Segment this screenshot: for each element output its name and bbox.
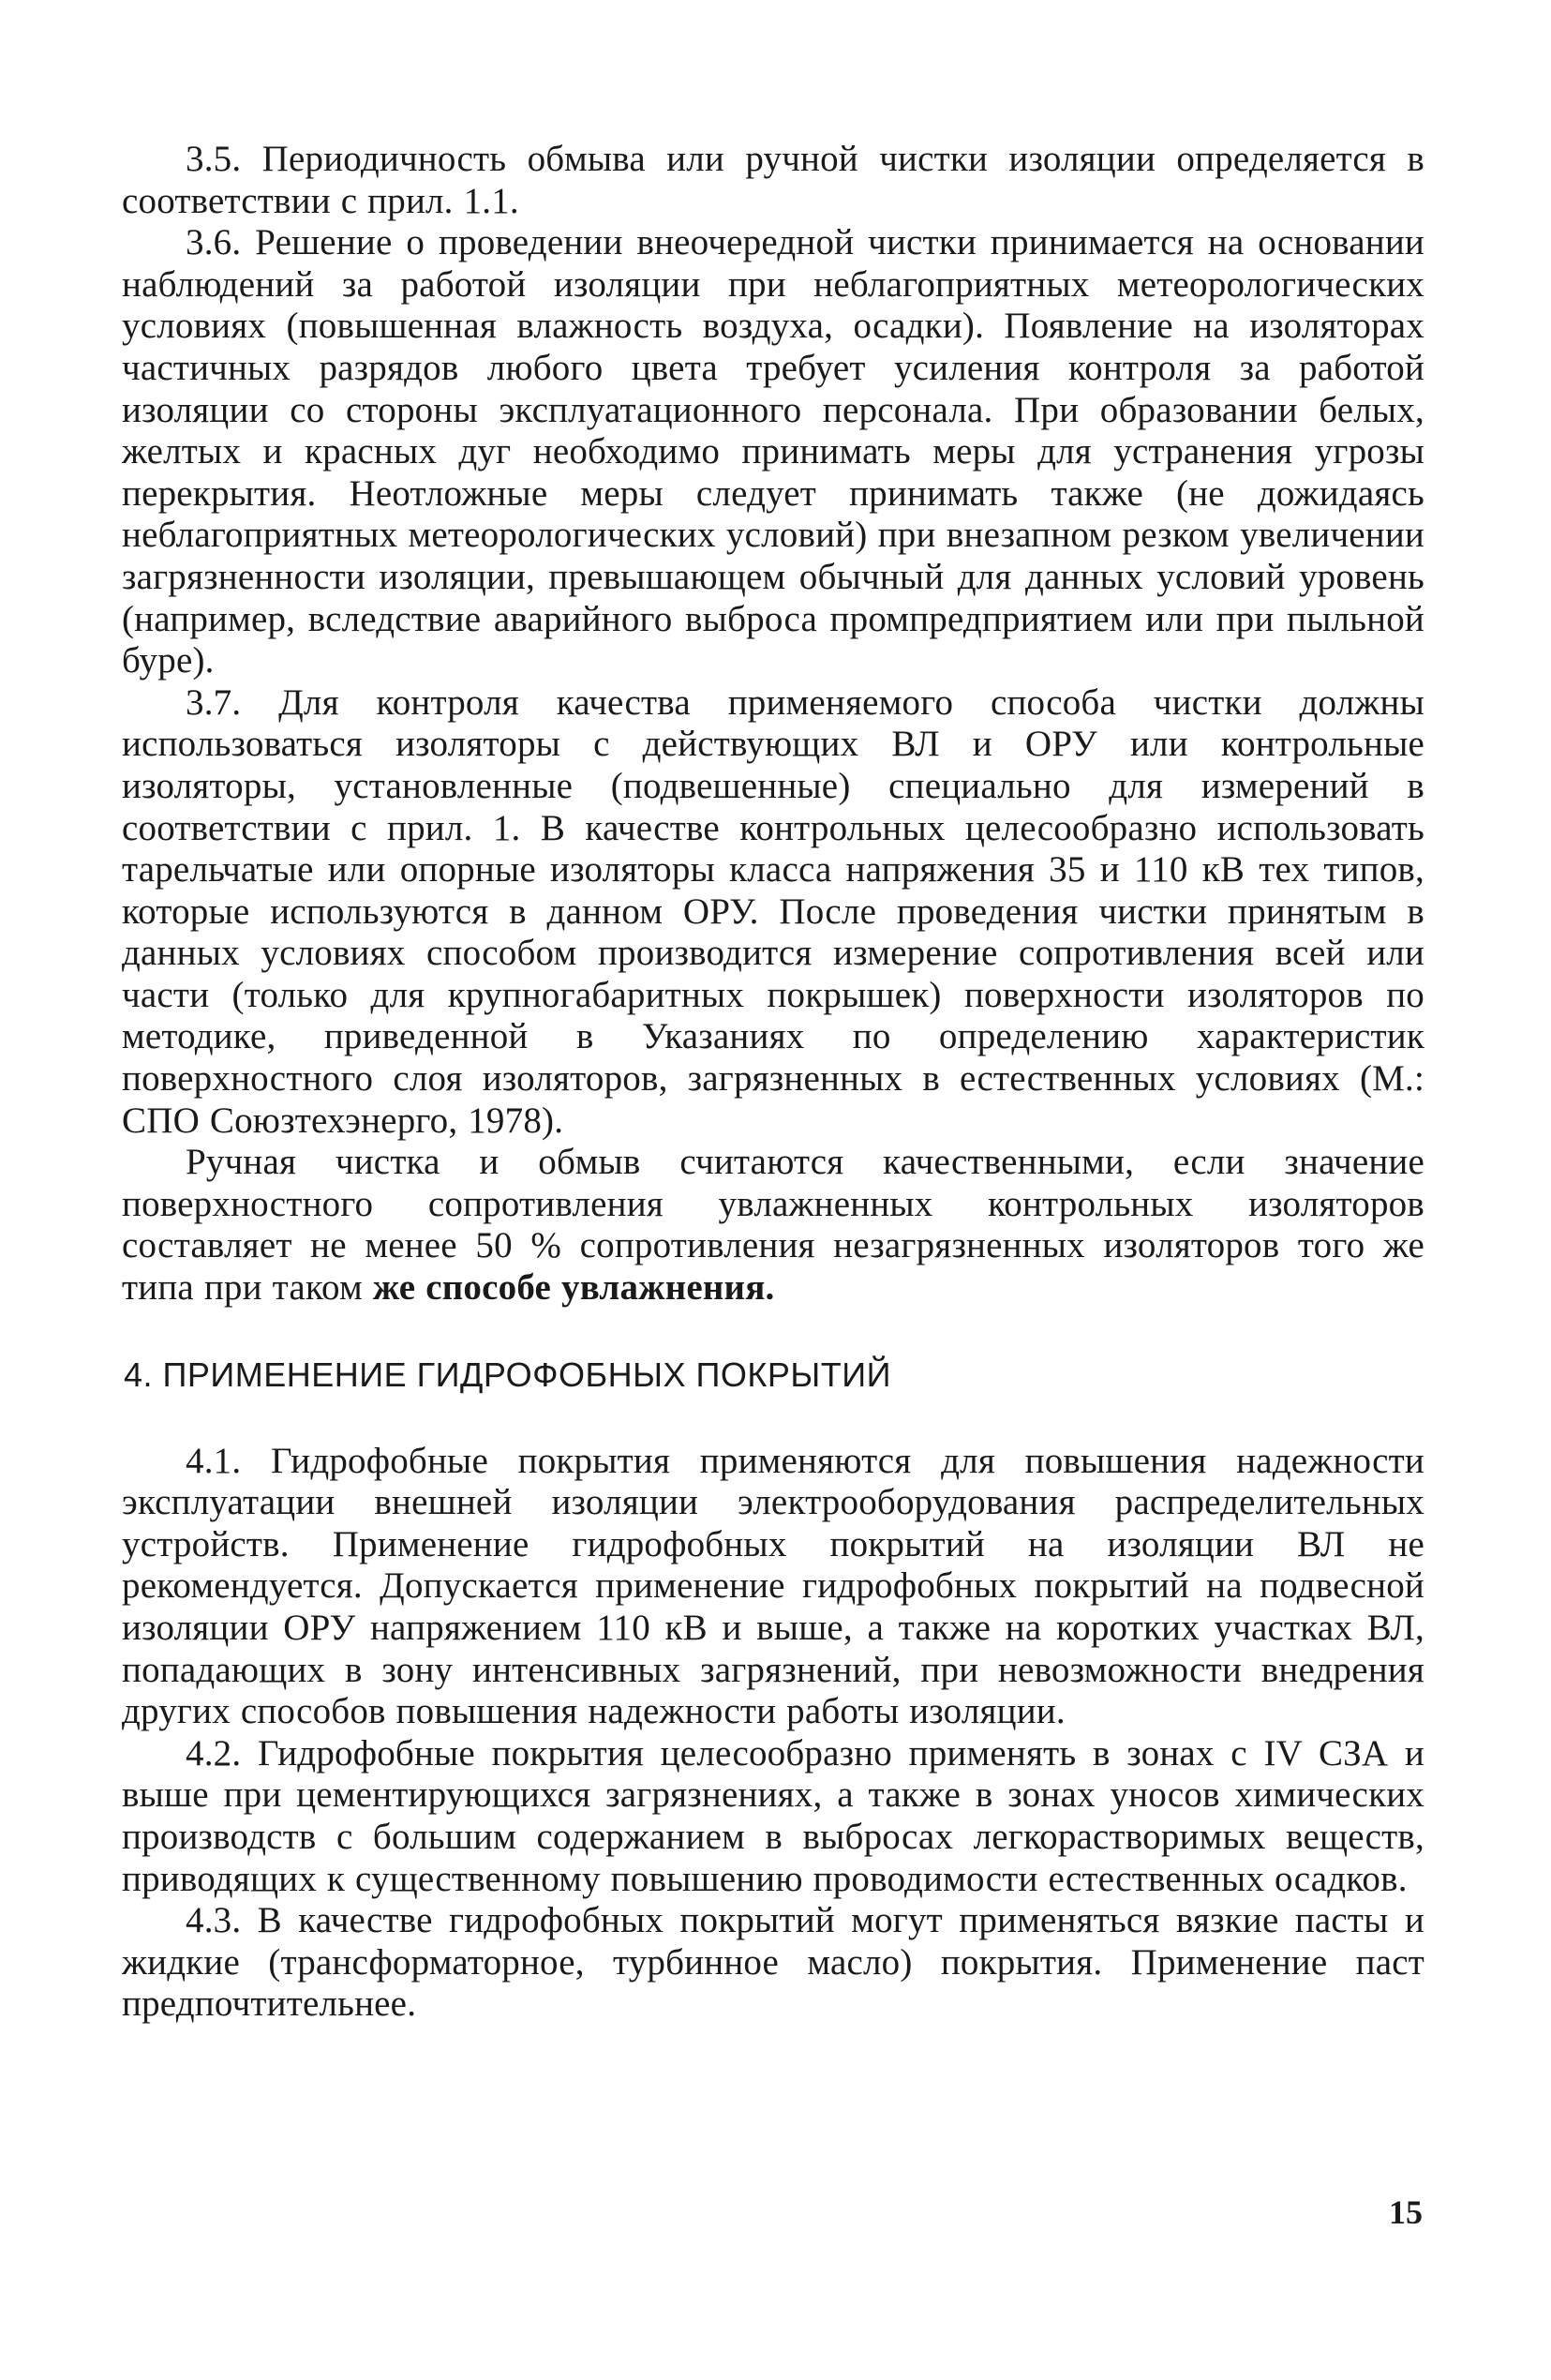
- paragraph-4-3: 4.3. В качестве гидрофобных покрытий могут применяться вязкие пасты и жидкие (трансформаторное, турбинное масло) покрытия. Применение паст предпочтительнее.: [122, 1900, 1424, 2025]
- paragraph-3-7-quality-text: Ручная чистка и обмыв считаются качественными, если значение поверхностного сопротивления увлажненных контрольных изоляторов составляет не менее 50 % сопротивления незагрязненных изоляторов того же типа при таком: [122, 1142, 1424, 1309]
- document-page: [122, 139, 1424, 2026]
- paragraph-4-1: 4.1. Гидрофобные покрытия применяются для повышения надежности эксплуатации внешней изоляции электрооборудования распределительных устройств. Применение гидрофобных покрытий на изоляции ВЛ не рекомендуется. Допускается применение гидрофобных покрытий на подвесной изоляции ОРУ напряжением 110 кВ и выше, а также на коротких участках ВЛ, попадающих в зону интенсивных загрязнений, при невозможности внедрения других способов повышения надежности работы изоляции.: [122, 1440, 1424, 1732]
- paragraph-4-2: 4.2. Гидрофобные покрытия целесообразно применять в зонах с IV СЗА и выше при цементирующихся загрязнениях, а также в зонах уносов химических производств с большим содержанием в выбросах легкорастворимых веществ, приводящих к существенному повышению проводимости естественных осадков.: [122, 1732, 1424, 1899]
- page-number: 15: [1389, 2193, 1423, 2231]
- paragraph-3-7: 3.7. Для контроля качества применяемого способа чистки должны использоваться изоляторы с действующих ВЛ и ОРУ или контрольные изоляторы, установленные (подвешенные) специально для измерений в соответствии с прил. 1. В качестве контрольных целесообразно использовать тарельчатые или опорные изоляторы класса напряжения 35 и 110 кВ тех типов, которые используются в данном ОРУ. После проведения чистки принятым в данных условиях способом производится измерение сопротивления всей или части (только для крупногабаритных покрышек) поверхности изоляторов по методике, приведенной в Указаниях по определению характеристик поверхностного слоя изоляторов, загрязненных в естественных условиях (М.: СПО Союзтехэнерго, 1978).: [122, 681, 1424, 1141]
- paragraph-3-5: 3.5. Периодичность обмыва или ручной чистки изоляции определяется в соответствии с прил. 1.1.: [122, 139, 1424, 221]
- paragraph-3-6: 3.6. Решение о проведении внеочередной чистки принимается на основании наблюдений за работой изоляции при неблагоприятных метеорологических условиях (повышенная влажность воздуха, осадки). Появление на изоляторах частичных разрядов любого цвета требует усиления контроля за работой изоляции со стороны эксплуатационного персонала. При образовании белых, желтых и красных дуг необходимо принимать меры для устранения угрозы перекрытия. Неотложные меры следует принимать также (не дожидаясь неблагоприятных метеорологических условий) при внезапном резком увеличении загрязненности изоляции, превышающем обычный для данных условий уровень (например, вследствие аварийного выброса промпредприятием или при пыльной буре).: [122, 222, 1424, 681]
- paragraph-3-7-quality: [122, 1142, 1424, 1309]
- paragraph-3-7-quality-bold-text: же способе увлажнения.: [372, 1267, 775, 1309]
- section-heading-4: 4. ПРИМЕНЕНИЕ ГИДРОФОБНЫХ ПОКРЫТИЙ: [124, 1355, 892, 1394]
